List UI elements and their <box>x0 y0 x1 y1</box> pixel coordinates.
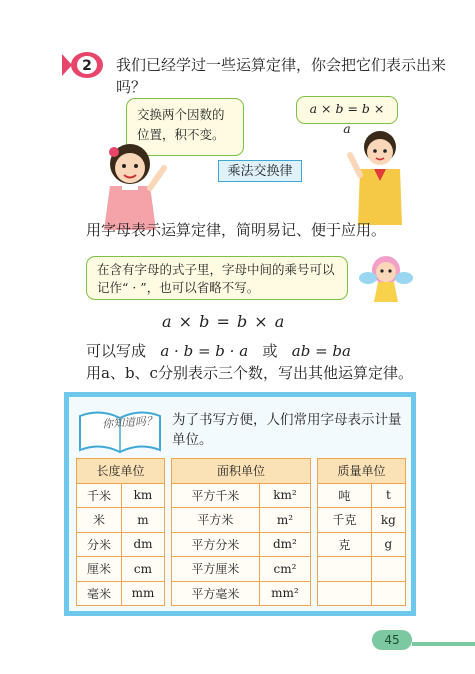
unit-symbol: cm² <box>259 557 310 582</box>
unit-name: 克 <box>318 532 372 557</box>
table-row <box>77 557 406 582</box>
unit-name: 平方毫米 <box>171 581 259 606</box>
unit-name <box>318 581 372 606</box>
unit-symbol: km <box>122 483 165 508</box>
area-units-header: 面积单位 <box>171 459 310 484</box>
unit-symbol <box>371 581 405 606</box>
boy-speech-bubble <box>296 96 398 136</box>
unit-name: 毫米 <box>77 581 122 606</box>
girl-illustration <box>90 138 176 230</box>
alt-formula-omitted: ab = ba <box>291 342 351 360</box>
table-row <box>77 483 406 508</box>
alt-prefix: 可以写成 <box>86 342 147 360</box>
law-name-label: 乘法交换律 <box>218 160 302 182</box>
units-header-row <box>77 459 406 484</box>
table-row <box>77 581 406 606</box>
unit-name: 米 <box>77 508 122 533</box>
fairy-speech-bubble <box>86 256 348 300</box>
table-row <box>77 532 406 557</box>
unit-symbol: g <box>371 532 405 557</box>
units-table <box>76 458 406 606</box>
exercise-instruction: 用a、b、c分别表示三个数，写出其他运算定律。 <box>86 364 413 382</box>
page-number: 45 <box>372 630 412 650</box>
unit-symbol: cm <box>122 557 165 582</box>
unit-name <box>318 557 372 582</box>
mass-units-header: 质量单位 <box>318 459 406 484</box>
fairy-illustration <box>356 252 416 306</box>
intro-sentence: 用字母表示运算定律，简明易记、便于应用。 <box>86 221 387 239</box>
unit-symbol: mm² <box>259 581 310 606</box>
unit-name: 吨 <box>318 483 372 508</box>
unit-name: 厘米 <box>77 557 122 582</box>
table-row <box>77 508 406 533</box>
did-you-know-label: 你知道吗？ <box>101 414 158 431</box>
unit-symbol: t <box>371 483 405 508</box>
unit-symbol: m <box>122 508 165 533</box>
unit-name: 千克 <box>318 508 372 533</box>
unit-symbol: km² <box>259 483 310 508</box>
units-intro: 为了书写方便，人们常用字母表示计量单位。 <box>172 412 402 448</box>
unit-name: 分米 <box>77 532 122 557</box>
unit-symbol: dm² <box>259 532 310 557</box>
unit-name: 平方千米 <box>171 483 259 508</box>
fairy-speech-text: 在含有字母的式子里，字母中间的乘号可以记作“ · ”，也可以省略不写。 <box>97 262 335 295</box>
problem-number: 2 <box>82 58 92 74</box>
unit-symbol: dm <box>122 532 165 557</box>
girl-speech-text: 交换两个因数的位置，积不变。 <box>137 107 225 142</box>
unit-symbol: m² <box>259 508 310 533</box>
unit-name: 平方分米 <box>171 532 259 557</box>
alternative-notation <box>86 340 351 361</box>
boy-illustration <box>346 125 408 225</box>
alt-formula-dot: a · b = b · a <box>160 342 249 360</box>
boy-formula: a × b = b × a <box>309 101 385 136</box>
unit-symbol <box>371 557 405 582</box>
alt-or: 或 <box>262 342 278 360</box>
unit-name: 平方厘米 <box>171 557 259 582</box>
length-units-header: 长度单位 <box>77 459 165 484</box>
footer-bar <box>412 642 475 646</box>
unit-name: 千米 <box>77 483 122 508</box>
problem-question: 我们已经学过一些运算定律，你会把它们表示出来吗？ <box>116 56 447 96</box>
commutative-formula: a × b = b × a <box>162 312 286 331</box>
problem-number-fish-icon <box>60 50 104 80</box>
unit-symbol: mm <box>122 581 165 606</box>
unit-name: 平方米 <box>171 508 259 533</box>
unit-symbol: kg <box>371 508 405 533</box>
